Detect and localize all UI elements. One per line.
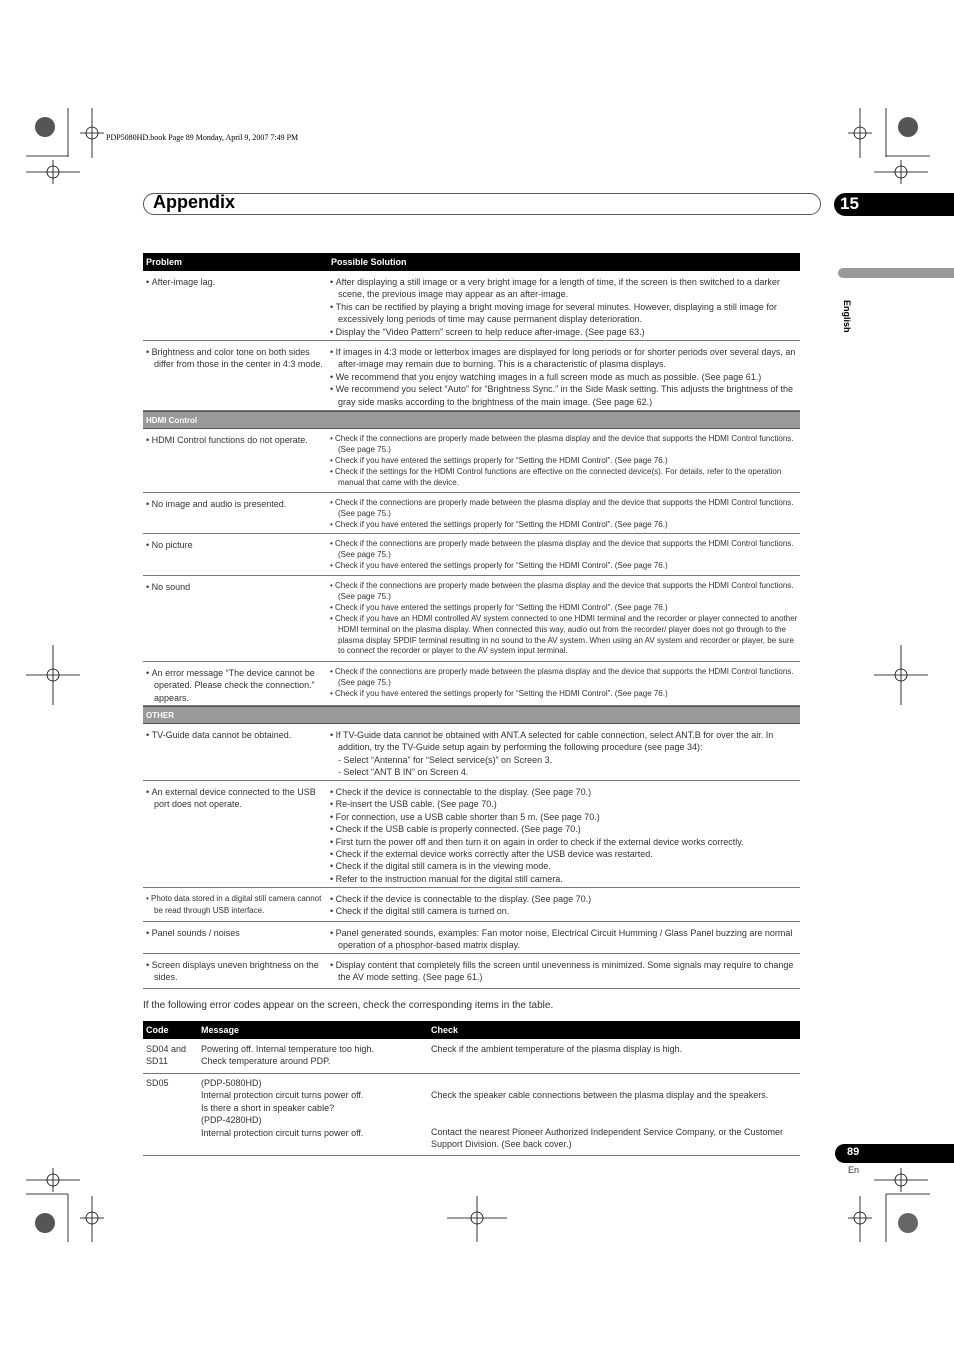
header-solution: Possible Solution bbox=[331, 257, 407, 267]
solution-text: • Refer to the instruction manual for the digital still camera. bbox=[330, 873, 798, 885]
code-text: SD04 and bbox=[146, 1044, 187, 1054]
header-problem: Problem bbox=[146, 257, 183, 267]
code-text: SD11 bbox=[146, 1056, 168, 1067]
error-code-table bbox=[143, 1021, 800, 1156]
problem-text: • HDMI Control functions do not operate. bbox=[146, 434, 326, 446]
table-row bbox=[143, 888, 800, 922]
problem-text: • Photo data stored in a digital still camera cannot be read through USB interface. bbox=[146, 893, 326, 917]
solution-text: • This can be rectified by playing a bright moving image for several minutes. However, displaying a still image for excessively long periods of time may cause permanent display deterioration. bbox=[330, 301, 798, 326]
message-text: Internal protection circuit turns power off. bbox=[201, 1127, 364, 1138]
solution-text: • Check if the digital still camera is in the viewing mode. bbox=[330, 860, 798, 872]
page-language: En bbox=[848, 1165, 860, 1175]
solution-text: • First turn the power off and then turn it on again in order to check if the external device works correctly. bbox=[330, 836, 798, 848]
problem-text: • Screen displays uneven brightness on the sides. bbox=[146, 959, 326, 984]
table-row bbox=[143, 781, 800, 888]
language-label: English bbox=[842, 300, 852, 333]
solution-text: • If TV-Guide data cannot be obtained with ANT.A selected for cable connection, select ANT.B for over the air. In addition, try the TV-Guide setup again by performing the following procedure (see page 34): bbox=[330, 729, 798, 754]
table-row bbox=[143, 271, 800, 341]
troubleshooting-table bbox=[143, 253, 800, 989]
problem-text: • After-image lag. bbox=[146, 276, 326, 288]
solution-text: • Check if the USB cable is properly connected. (See page 70.) bbox=[330, 823, 798, 835]
problem-text: • Panel sounds / noises bbox=[146, 927, 326, 939]
code-text: SD05 bbox=[146, 1078, 169, 1088]
solution-text: • For connection, use a USB cable shorter than 5 m. (See page 70.) bbox=[330, 811, 798, 823]
solution-text: • Check if the connections are properly made between the plasma display and the device that supports the HDMI Control functions. (See page 75.) bbox=[330, 667, 798, 689]
problem-text: • No image and audio is presented. bbox=[146, 498, 326, 510]
solution-text: • Display the “Video Pattern” screen to help reduce after-image. (See page 63.) bbox=[330, 326, 798, 338]
header-check: Check bbox=[431, 1025, 459, 1035]
message-text: Powering off. Internal temperature too high. bbox=[201, 1044, 374, 1054]
language-bar bbox=[838, 268, 954, 278]
step-text: - Select “ANT B IN” on Screen 4. bbox=[338, 767, 469, 778]
solution-text: • After displaying a still image or a very bright image for a length of time, if the screen is then switched to a darker scene, the previous image may appear as an after-image. bbox=[330, 276, 798, 301]
error-codes-intro: If the following error codes appear on the screen, check the corresponding items in the table. bbox=[143, 1000, 554, 1011]
table-row bbox=[143, 341, 800, 411]
step-text: - Select “Antenna” for “Select service(s)” on Screen 3. bbox=[338, 754, 553, 765]
table-row bbox=[143, 1039, 800, 1074]
solution-text: • Check if the digital still camera is turned on. bbox=[330, 905, 798, 917]
section-hdmi-control: HDMI Control bbox=[143, 411, 800, 429]
table-header bbox=[143, 1021, 800, 1039]
page-number: 89 bbox=[847, 1146, 860, 1158]
solution-text: • Panel generated sounds, examples: Fan motor noise, Electrical Circuit Humming / Glass Panel buzzing are normal operation of a phosphor-based matrix display. bbox=[330, 927, 798, 952]
solution-text: • Check if you have an HDMI controlled AV system connected to one HDMI terminal and the recorder or player connected to another HDMI terminal on the plasma display. When connected this way, audio out from the recorder/ player does not go through to the plasma display SPDIF terminal resulting in no sound to the AV system. When using an AV system and recorder or player, be sure to connect the recorder or player to the AV system input terminal. bbox=[330, 614, 798, 658]
message-text: (PDP-4280HD) bbox=[201, 1115, 262, 1126]
solution-text: • Re-insert the USB cable. (See page 70.) bbox=[330, 798, 798, 810]
problem-text: • No picture bbox=[146, 539, 326, 551]
table-row bbox=[143, 576, 800, 662]
problem-text: • An external device connected to the USB port does not operate. bbox=[146, 786, 326, 811]
solution-text: • Check if you have entered the settings properly for “Setting the HDMI Control”. (See page 76.) bbox=[330, 689, 798, 700]
solution-text: • Display content that completely fills the screen until unevenness is minimized. Some signals may require to change the AV mode setting. (See page 61.) bbox=[330, 959, 798, 984]
table-row bbox=[143, 954, 800, 989]
solution-text: • Check if you have entered the settings properly for “Setting the HDMI Control”. (See page 76.) bbox=[330, 520, 798, 531]
table-row bbox=[143, 493, 800, 534]
solution-text: • Check if the connections are properly made between the plasma display and the device that supports the HDMI Control functions. (See page 75.) bbox=[330, 581, 798, 603]
problem-text: • No sound bbox=[146, 581, 326, 593]
solution-text: • Check if the device is connectable to the display. (See page 70.) bbox=[330, 786, 798, 798]
table-row bbox=[143, 1074, 800, 1156]
header-message: Message bbox=[201, 1025, 240, 1035]
message-text: (PDP-5080HD) bbox=[201, 1078, 262, 1088]
solution-text: • Check if the external device works correctly after the USB device was restarted. bbox=[330, 848, 798, 860]
problem-text: • TV-Guide data cannot be obtained. bbox=[146, 729, 326, 741]
table-row bbox=[143, 724, 800, 781]
solution-text: • Check if the connections are properly made between the plasma display and the device that supports the HDMI Control functions. (See page 75.) bbox=[330, 539, 798, 561]
solution-text: • We recommend you select “Auto” for “Brightness Sync.” in the Side Mask setting. This adjusts the brightness of the gray side masks according to the brightness of the main image. (See page 62.) bbox=[330, 383, 798, 408]
solution-text: • Check if the connections are properly made between the plasma display and the device that supports the HDMI Control functions. (See page 75.) bbox=[330, 498, 798, 520]
check-text: Contact the nearest Pioneer Authorized Independent Service Company, or the Customer Support Division. (See back cover.) bbox=[431, 1127, 784, 1150]
problem-text: • Brightness and color tone on both sides differ from those in the center in 4:3 mode. bbox=[146, 346, 326, 371]
solution-text: • Check if you have entered the settings properly for “Setting the HDMI Control”. (See page 76.) bbox=[330, 456, 798, 467]
section-other: OTHER bbox=[143, 706, 800, 724]
print-info: PDP5080HD.book Page 89 Monday, April 9, 2007 7:49 PM bbox=[106, 133, 299, 142]
table-row bbox=[143, 429, 800, 493]
table-row bbox=[143, 922, 800, 954]
table-row bbox=[143, 534, 800, 576]
header-code: Code bbox=[146, 1025, 169, 1035]
solution-text: • Check if the device is connectable to the display. (See page 70.) bbox=[330, 893, 798, 905]
solution-text: • Check if you have entered the settings properly for “Setting the HDMI Control”. (See page 76.) bbox=[330, 603, 798, 614]
message-text: Check temperature around PDP. bbox=[201, 1056, 331, 1067]
solution-text: • If images in 4:3 mode or letterbox images are displayed for long periods or for shorter periods over several days, an after-image may remain due to burning. This is a characteristic of plasma displays. bbox=[330, 346, 798, 371]
check-text: Check the speaker cable connections between the plasma display and the speakers. bbox=[431, 1090, 769, 1100]
message-text: Is there a short in speaker cable? bbox=[201, 1102, 335, 1113]
page-title: Appendix bbox=[153, 192, 236, 212]
message-text: Internal protection circuit turns power off. bbox=[201, 1090, 364, 1101]
solution-text: • We recommend that you enjoy watching images in a full screen mode as much as possible. (See page 61.) bbox=[330, 371, 798, 383]
header-bar bbox=[143, 193, 821, 215]
chapter-number: 15 bbox=[840, 194, 859, 213]
problem-text: • An error message “The device cannot be operated. Please check the connection.” appears. bbox=[146, 667, 326, 704]
solution-text: • Check if the settings for the HDMI Control functions are effective on the connected device(s). For details, refer to the operation manual that came with the device. bbox=[330, 467, 798, 489]
table-header bbox=[143, 253, 800, 271]
check-text: Check if the ambient temperature of the plasma display is high. bbox=[431, 1044, 683, 1054]
table-row bbox=[143, 662, 800, 706]
solution-text: • Check if the connections are properly made between the plasma display and the device that supports the HDMI Control functions. (See page 75.) bbox=[330, 434, 798, 456]
solution-text: • Check if you have entered the settings properly for “Setting the HDMI Control”. (See page 76.) bbox=[330, 561, 798, 572]
